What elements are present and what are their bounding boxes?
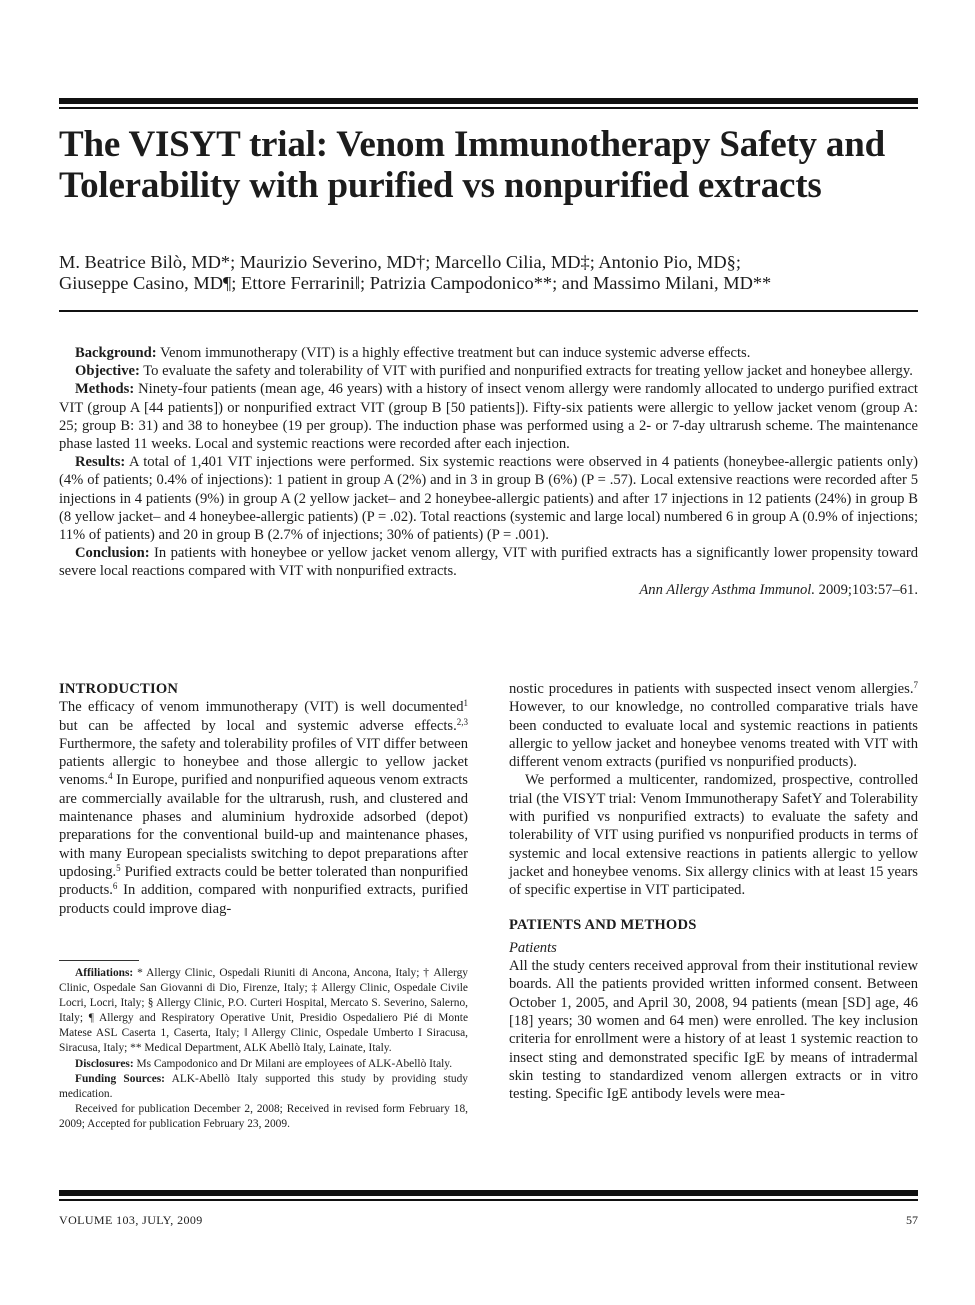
citation: Ann Allergy Asthma Immunol. 2009;103:57–61. bbox=[639, 581, 918, 598]
intro-paragraph-1-continued: nostic procedures in patients with suspected insect venom allergies.$^7$ However, to our knowledge, no controlled comparative trials have been conducted to evaluate local and systemic reactions in patients allergic to yellow jacket and honeybee venoms treated with VIT with different venom extracts (purified vs nonpurified products). bbox=[509, 680, 918, 771]
top-rule-thick bbox=[59, 98, 918, 104]
footnote-received: Received for publication December 2, 2008; Received in revised form February 18, 2009; Accepted for publication February 23, 2009. bbox=[59, 1102, 468, 1130]
footer-page-number: 57 bbox=[906, 1213, 918, 1227]
abstract-methods: Methods: Ninety-four patients (mean age, 46 years) with a history of insect venom allergy were randomly allocated to undergo purified extract VIT (group A [44 patients]) or nonpurified extract VIT (group B [50 patients]). Fifty-six patients were allergic to yellow jacket venom (group A: 25; group B: 31) and 38 to honeybee (19 per group). The induction phase was performed using a 2- or 7-day ultrarush scheme. The maintenance phase lasted 11 weeks. Local and systemic reactions were recorded after each injection. bbox=[59, 381, 918, 453]
footnote-affiliations: Affiliations: * Allergy Clinic, Ospedali Riuniti di Ancona, Ancona, Italy; † Allergy Clinic, Ospedale San Giovanni di Dio, Firenze, Italy; ‡ Allergy Clinic, Ospedale Civile Locri, Locri, Italy; § Allergy Clinic, P.O. Curteri Hospital, Mercato S. Severino, Salerno, Italy; ¶ Allergy and Respiratory Operative Unit, Presidio Ospedaliero Pié di Monte Matese ASL Caserta 1, Caserta, Italy; ‖ Allergy Clinic, Ospedale Umberto I Siracusa, Siracusa, Italy; ** Medical Department, ALK Abellò Italy, Lainate, Italy. bbox=[59, 967, 468, 1055]
abstract-conclusion: Conclusion: In patients with honeybee or yellow jacket venom allergy, VIT with purified extracts has a significantly lower propensity toward severe local reactions compared with VIT with nonpurified extracts. bbox=[59, 545, 919, 580]
author-line-1: M. Beatrice Bilò, MD*; Maurizio Severino, MD†; Marcello Cilia, MD‡; Antonio Pio, MD§; bbox=[59, 252, 741, 272]
abstract-results: Results: A total of 1,401 VIT injections were performed. Six systemic reactions were observed in 4 patients (honeybee-allergic patients only) (4% of patients; 0.4% of injections): 1 patient in group A (2%) and in 3 in group B (6%) (P = .57). Local extensive reactions were recorded after 5 injections in 4 patients (9%) in group A (2 yellow jacket– and 2 honeybee-allergic patients) and after 17 injections in 12 patients (24%) in group B (8 yellow jacket– and 4 honeybee-allergic patients) (P = .02). Total reactions (systemic and large local) numbered 6 in group A (0.9% of injections; 11% of patients) and 20 in group B (2.7% of injections; 30% of patients) (P = .001). bbox=[59, 454, 918, 544]
abstract-background: Background: Venom immunotherapy (VIT) is a highly effective treatment but can induce systemic adverse effects. bbox=[75, 345, 751, 361]
citation-reference: 1 bbox=[463, 698, 468, 709]
citation-reference: 6 bbox=[112, 881, 118, 892]
author-line-2: Giuseppe Casino, MD¶; Ettore Ferrarini‖; Patrizia Campodonico**; and Massimo Milani, MD** bbox=[59, 273, 772, 293]
footer-volume: VOLUME 103, JULY, 2009 bbox=[59, 1213, 203, 1227]
right-column bbox=[509, 680, 918, 1104]
header-rule bbox=[59, 310, 918, 312]
article-title: The VISYT trial: Venom Immunotherapy Safety and Tolerability with purified vs nonpurified extracts bbox=[59, 124, 885, 206]
footnote-separator bbox=[59, 960, 139, 961]
citation-reference: 2,3 bbox=[456, 716, 468, 727]
bottom-rule-thick bbox=[59, 1190, 918, 1196]
left-column bbox=[59, 680, 468, 918]
abstract-objective: Objective: To evaluate the safety and tolerability of VIT with purified and nonpurified extracts for treating yellow jacket and honeybee allergy. bbox=[75, 363, 913, 380]
author-list bbox=[59, 252, 919, 294]
citation-reference: 4 bbox=[108, 771, 113, 782]
footnote-disclosures: Disclosures: Ms Campodonico and Dr Milani are employees of ALK-Abellò Italy. bbox=[75, 1057, 453, 1070]
intro-paragraph-2: We performed a multicenter, randomized, prospective, controlled trial (the VISYT trial: Venom Immunotherapy SafetY and Tolerability with purified vs nonpurified extracts) to evaluate the safety and tolerability of VIT using purified vs nonpurified products in terms of systemic and local extensive reactions in patients allergic to yellow jacket and honeybee venoms. Six allergy clinics with at least 15 years of specific expertise in VIT participated. bbox=[509, 772, 918, 899]
footnote-funding: Funding Sources: ALK-Abellò Italy supported this study by providing study medication. bbox=[59, 1072, 468, 1100]
footnotes bbox=[59, 966, 468, 1132]
citation-reference: 7 bbox=[913, 680, 918, 690]
intro-paragraph-1: The efficacy of venom immunotherapy (VIT) is well documented$^1$ but can be affected by local and systemic adverse effects.$^{2,3}$ Furthermore, the safety and tolerability profiles of VIT differ between patients allergic to honeybee and those allergic to yellow jacket venoms.$^4$ In Europe, purified and nonpurified aqueous venom extracts are commercially available for the ultrarush, rush, and clustered and maintenance phases and aluminium hydroxide adsorbed (depot) preparations for the conventional build-up and maintenance phases, with many European specialists switching to depot preparations after updosing.$^5$ Purified extracts could be better tolerated than nonpurified products.$^6$ In addition, compared with nonpurified extracts, purified products could improve diag- bbox=[59, 698, 468, 917]
section-heading-introduction: INTRODUCTION bbox=[59, 681, 179, 697]
methods-paragraph-1: All the study centers received approval from their institutional review boards. All the patients provided written informed consent. Between October 1, 2005, and April 30, 2008, 94 patients (mean [SD] age, 46 [18] years; 30 women and 64 men) were enrolled. The key inclusion criteria for enrollment were a history of at least 1 systemic reaction to insect sting and demonstrated specific IgE by means of intradermal skin testing to standardized venom allergen extracts or in vitro testing. Specific IgE antibody levels were mea- bbox=[509, 958, 918, 1103]
section-heading-methods: PATIENTS AND METHODS bbox=[509, 916, 697, 933]
abstract bbox=[59, 344, 918, 599]
top-rule-thin bbox=[59, 107, 918, 109]
citation-reference: 5 bbox=[116, 862, 121, 873]
subheading-patients: Patients bbox=[509, 939, 557, 956]
bottom-rule-thin bbox=[59, 1199, 918, 1201]
